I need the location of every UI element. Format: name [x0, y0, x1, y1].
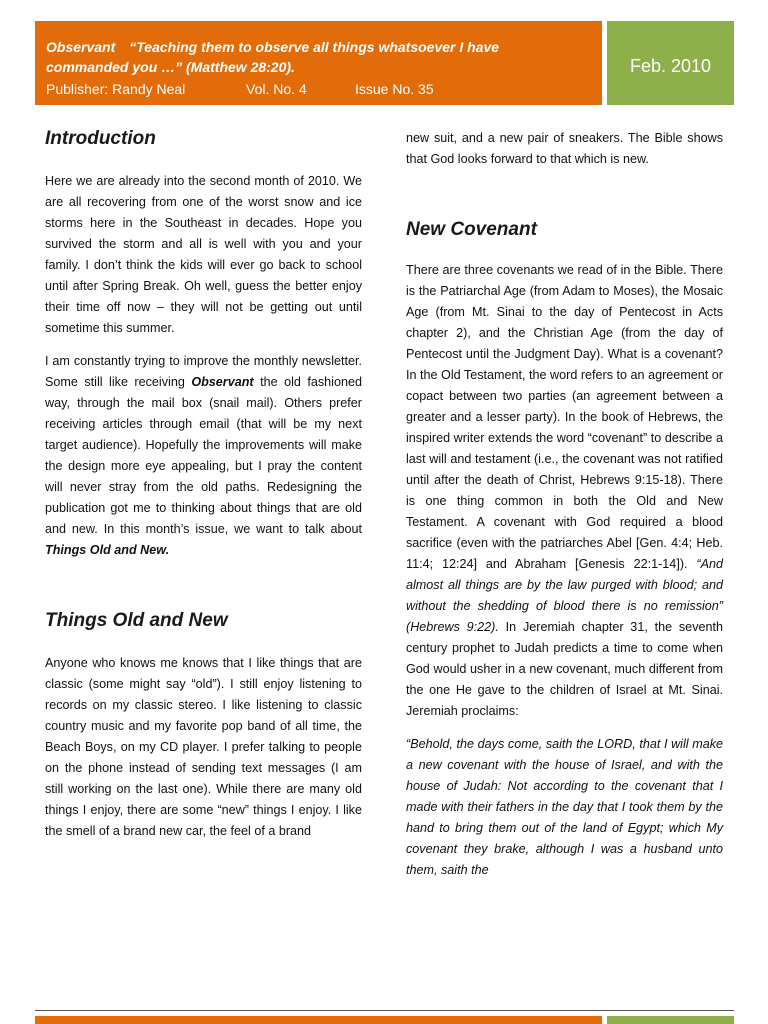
footer-rule: [35, 1010, 734, 1011]
right-column: [406, 128, 723, 893]
publication-info: [46, 79, 434, 99]
new-covenant-paragraph-1: [406, 260, 723, 722]
footer-bar-orange: [35, 1016, 602, 1024]
masthead-date-block: [607, 21, 734, 105]
publisher: Publisher: Randy Neal: [46, 81, 186, 97]
masthead-title-block: [35, 21, 602, 105]
new-covenant-paragraph-1-text-b: In Jeremiah chapter 31, the seventh century prophet to Judah predicts a time to come when God would usher in a new covenant, much different from the one He gave to the children of Israel at Mt. Sinai. Jeremiah proclaims:: [406, 620, 723, 718]
masthead-name: Observant: [46, 39, 116, 55]
masthead-quote-line-2: commanded you …” (Matthew 28:20).: [46, 59, 295, 75]
section-heading-new-covenant: New Covenant: [406, 219, 537, 240]
newsletter-name-emphasis: Observant: [191, 375, 254, 389]
things-old-new-paragraph-continued: new suit, and a new pair of sneakers. The Bible shows that God looks forward to that which is new.: [406, 131, 723, 166]
left-column: [45, 125, 362, 854]
footer-bar-green: [607, 1016, 734, 1024]
introduction-paragraph-2: [45, 351, 362, 561]
section-heading-things-old-and-new: Things Old and New: [45, 610, 228, 631]
issue-date: Feb. 2010: [629, 56, 712, 76]
masthead: [35, 21, 734, 105]
volume-number: Vol. No. 4: [246, 81, 307, 97]
issue-number: Issue No. 35: [355, 81, 434, 97]
topic-emphasis: Things Old and New.: [45, 543, 170, 557]
jeremiah-quote-text: “Behold, the days come, saith the LORD, that I will make a new covenant with the house of Israel, and with the house of Judah: Not according to the covenant that I made with their fathers in the day that I took them by the hand to bring them out of the land of Egypt; which My covenant they brake, although I was a husband unto them, saith the: [406, 737, 723, 877]
footer-bar: [35, 1016, 734, 1024]
masthead-quote-line-1: “Teaching them to observe all things whatsoever I have: [129, 39, 500, 55]
section-heading-introduction: Introduction: [45, 128, 156, 149]
jeremiah-quote: [406, 734, 723, 881]
masthead-quote: [46, 37, 596, 77]
things-old-new-paragraph-1: Anyone who knows me knows that I like things that are classic (some might say “old”). I still enjoy listening to records on my classic stereo. I like listening to classic country music and my favorite pop band of all time, the Beach Boys, on my CD player. I prefer talking to people on the phone instead of sending text messages (I am still working on the last one). While there are many old things I enjoy, there are some “new” things I enjoy. I like the smell of a brand new car, the feel of a brand: [45, 656, 362, 838]
introduction-paragraph-2-text-b: the old fashioned way, through the mail box (snail mail). Others prefer receiving articles through email (that will be my next target audience). Hopefully the improvements will make the design more eye appealing, but I pray the content will never stray from the old paths. Redesigning the publication got me to thinking about things that are old and new. In this month’s issue, we want to talk about: [45, 375, 362, 536]
introduction-paragraph-1: Here we are already into the second month of 2010. We are all recovering from one of the worst snow and ice storms here in the Southeast in decades. Hope you survived the storm and all is well with you and your family. I don’t think the kids will ever go back to school until after Spring Break. Oh well, guess the better enjoy their time off now – they will not be getting out until sometime this summer.: [45, 174, 362, 335]
new-covenant-paragraph-1-text-a: There are three covenants we read of in the Bible. There is the Patriarchal Age (from Adam to Moses), the Mosaic Age (from Mt. Sinai to the day of Pentecost in Acts chapter 2), and the Christian Age (from the day of Pentecost until the Judgment Day). What is a covenant? In the Old Testament, the word refers to an agreement or copact between two parties (an agreement between a greater and a lesser party). In the book of Hebrews, the inspired writer extends the word “covenant” to describe a last will and testament (i.e., the covenant was not ratified until after the death of Christ, Hebrews 9:15-18). There is one thing common in both the Old and New Testament. A covenant with God required a blood sacrifice (even with the patriarches Abel [Gen. 4:4; Heb. 11:4; 12:24] and Abraham [Genesis 22:1-14]).: [406, 263, 723, 571]
introduction-paragraph-2-text-a: I am constantly trying to improve the monthly newsletter. Some still like receiving: [45, 354, 362, 389]
hebrews-quote: “And almost all things are by the law purged with blood; and without the shedding of blood there is no remission” (Hebrews 9:22).: [406, 557, 723, 634]
